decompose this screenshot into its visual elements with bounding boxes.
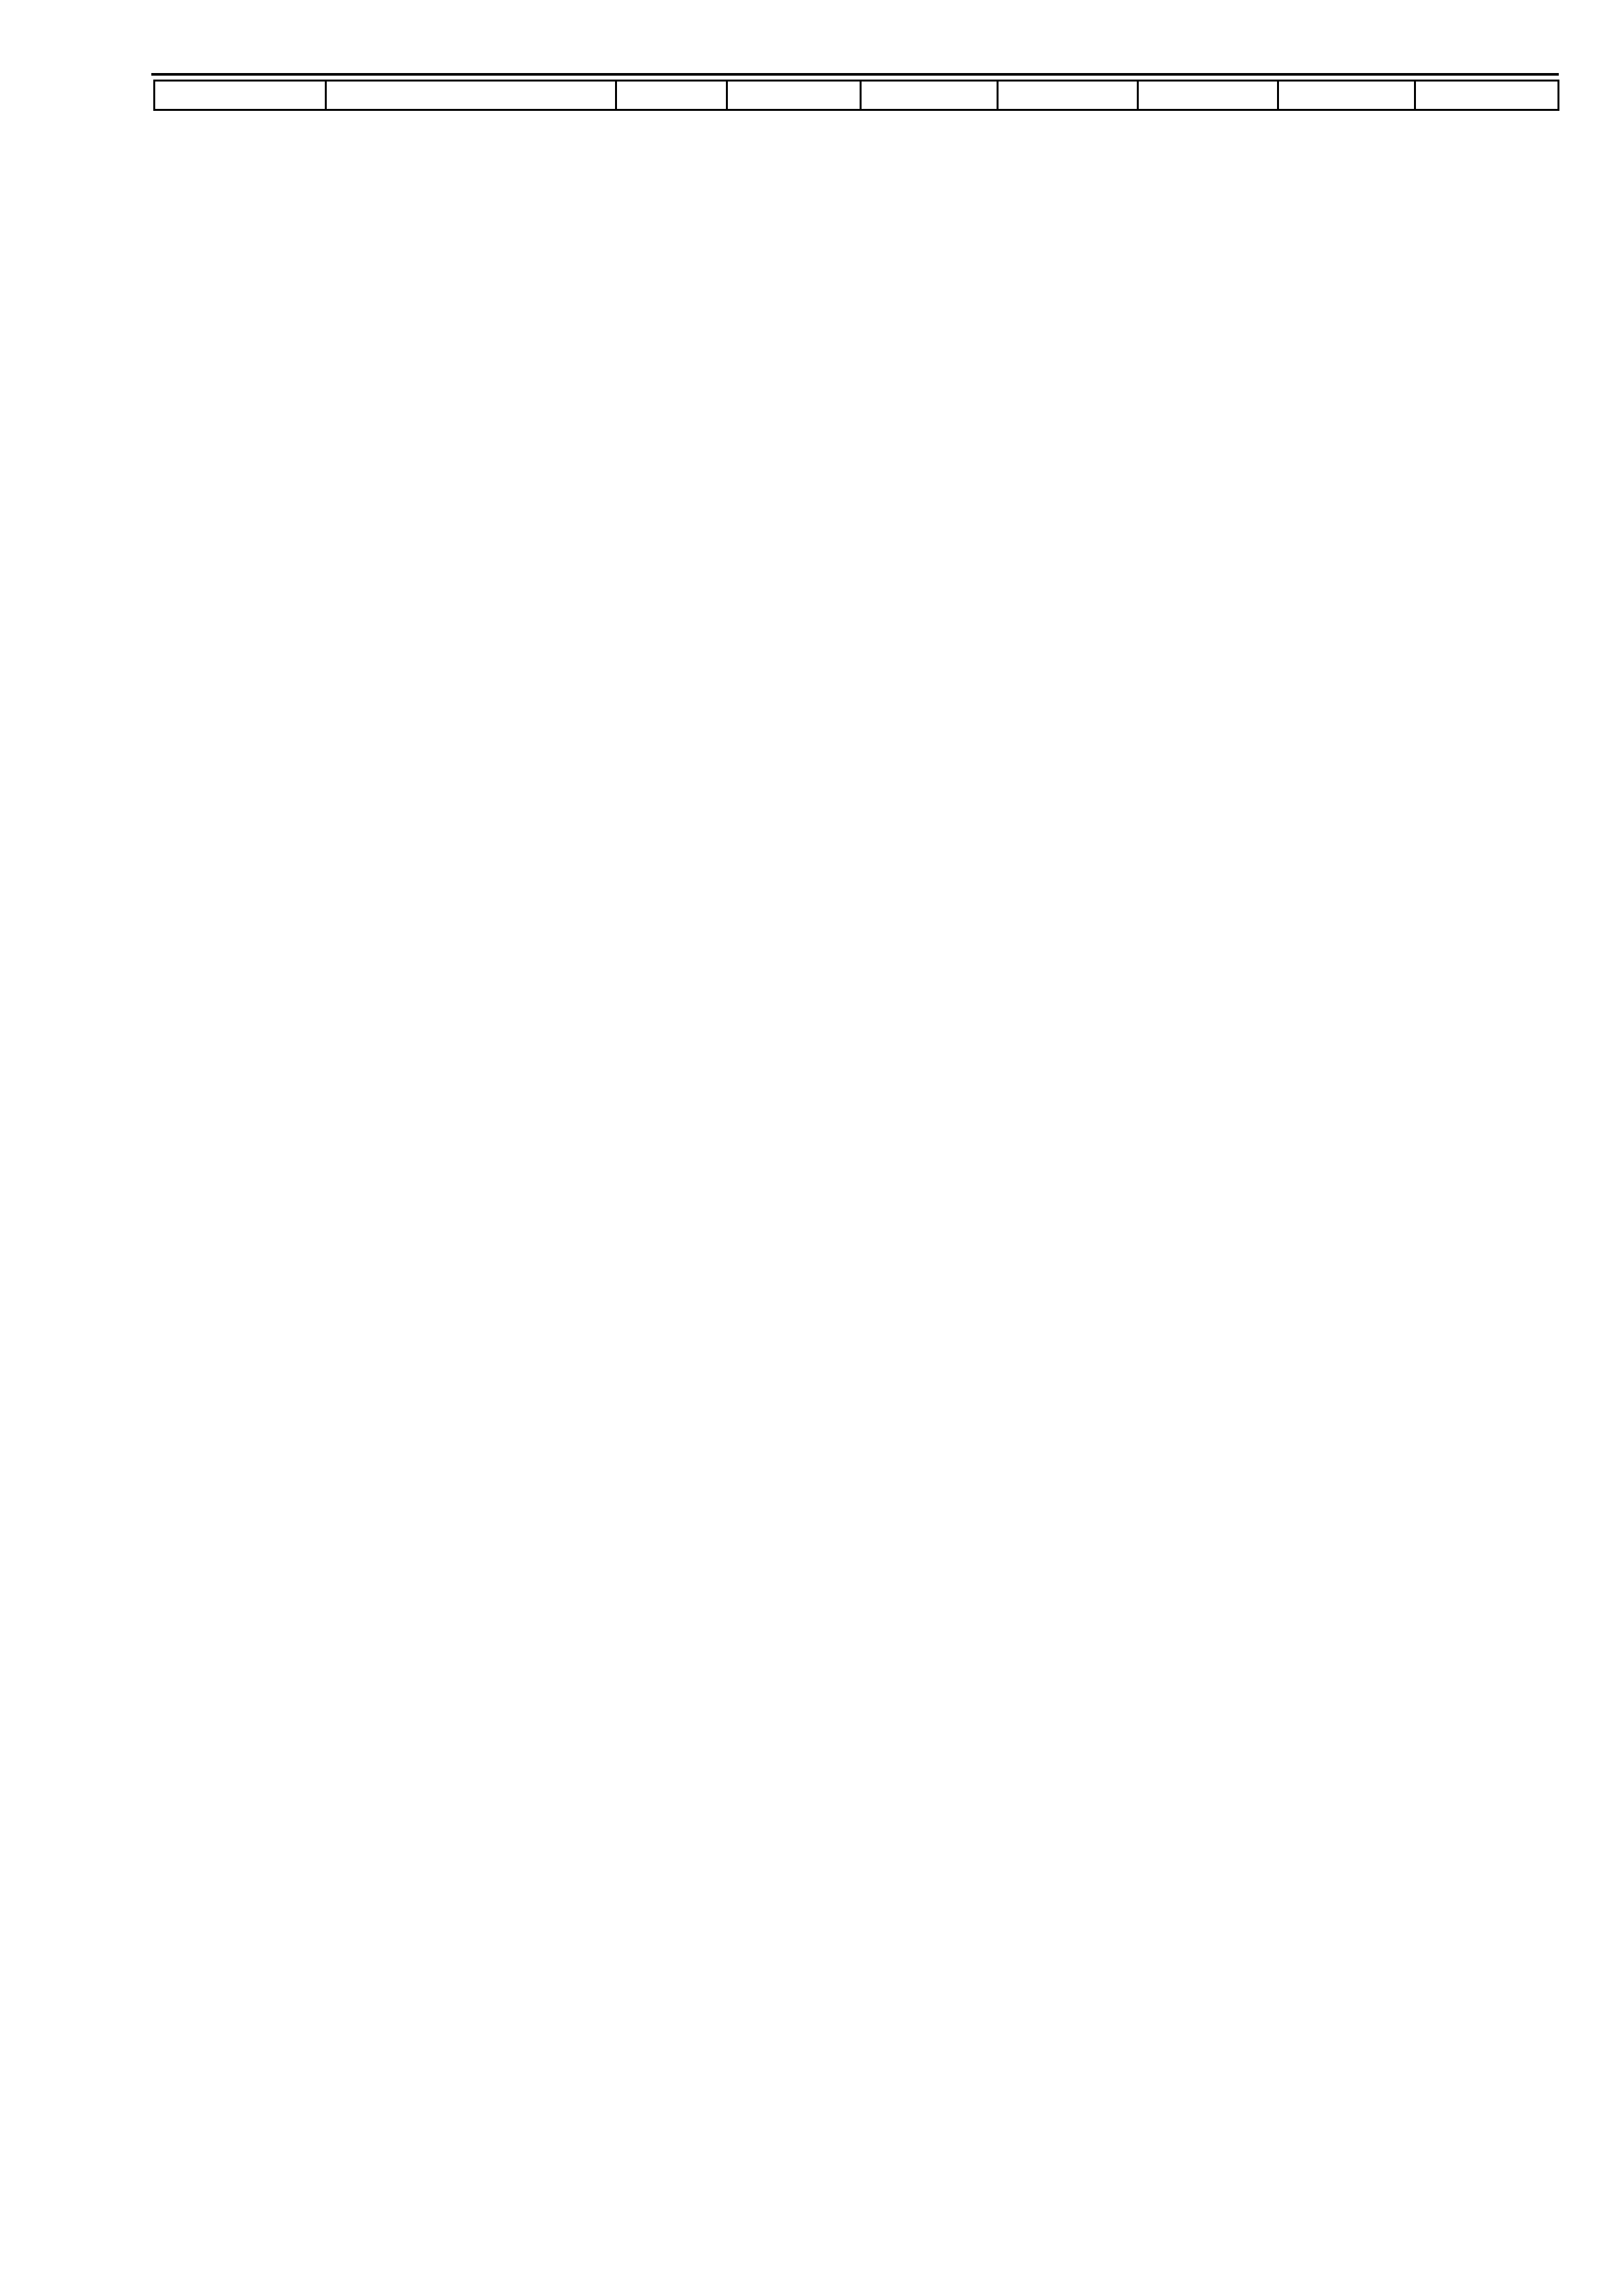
column-number-row: [155, 81, 1559, 110]
col-num: [861, 81, 998, 110]
norms-table: [153, 80, 1559, 111]
col-num: [1415, 81, 1559, 110]
col-num: [727, 81, 861, 110]
col-num: [998, 81, 1138, 110]
col-num: [616, 81, 727, 110]
col-num: [326, 81, 616, 110]
col-num: [1278, 81, 1415, 110]
col-num: [155, 81, 326, 110]
col-num: [1138, 81, 1278, 110]
page-header: [151, 34, 1559, 76]
